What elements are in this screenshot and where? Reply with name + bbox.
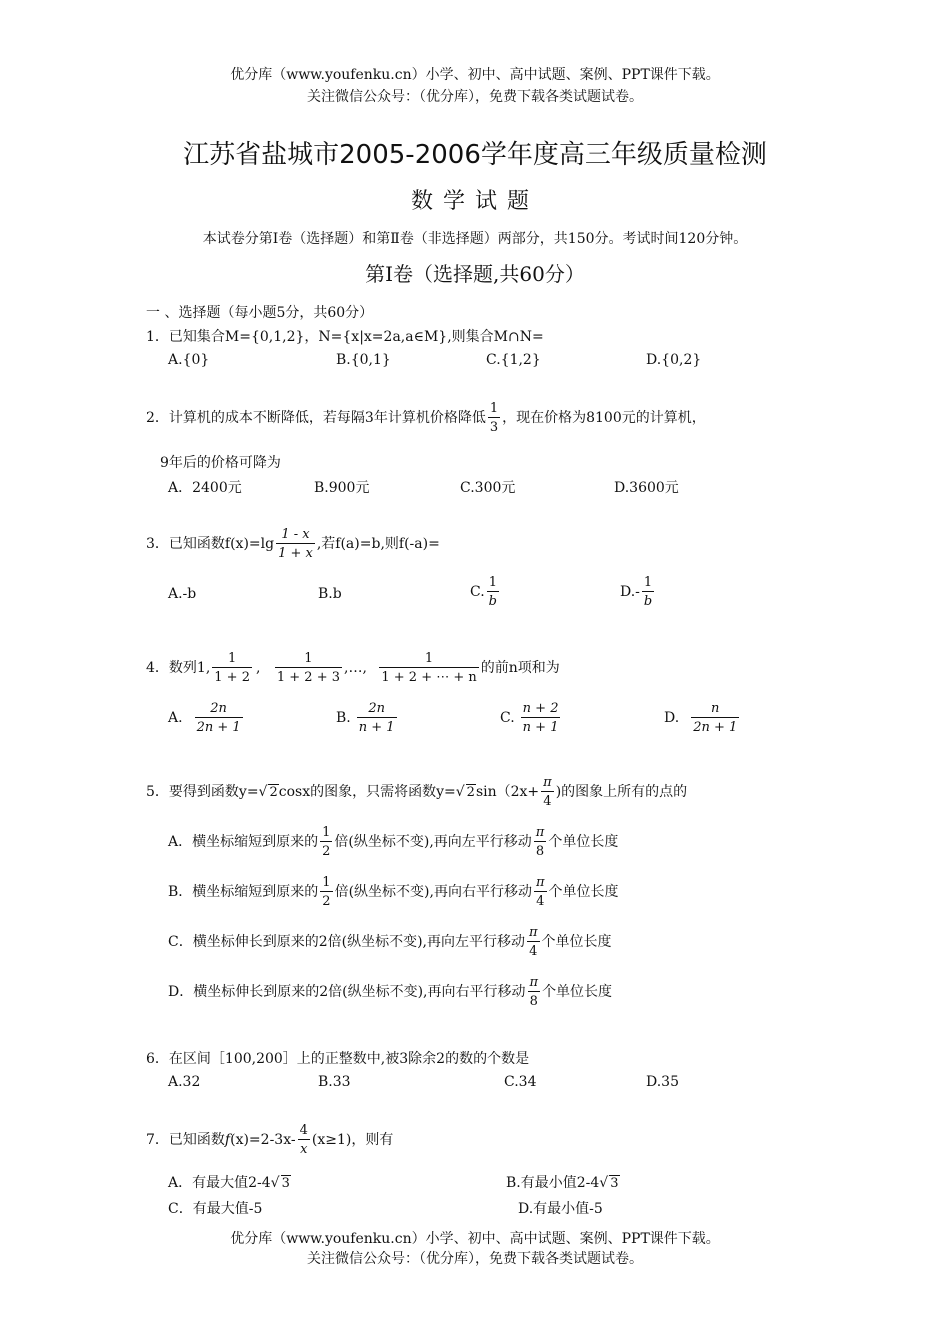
q7-option-d: D.有最小值-5 <box>518 1201 603 1217</box>
q7-option-a: A．有最大值2-4√ 3 <box>168 1175 290 1191</box>
q3-option-a: A.-b <box>168 586 197 602</box>
section-title: 一 、选择题（每小题5分，共60分） <box>146 305 374 321</box>
q3-stem: 3．已知函数f(x)=lg $\frac{1 - x}{1 + x}$ ,若f(a)=b,则f(-a)= <box>146 527 440 561</box>
q5-option-c: C．横坐标伸长到原来的2倍(纵坐标不变),再向左平行移动 $\frac{\pi}{4}$ 个单位长度 <box>168 925 612 959</box>
q4-option-d: D. $\frac{n}{2n + 1}$ <box>664 701 738 735</box>
q4-option-a: A. $\frac{2n}{2n + 1}$ <box>168 701 241 735</box>
footer-line-1: 优分库（www.youfenku.cn）小学、初中、高中试题、案例、PPT课件下载。 <box>230 1231 720 1247</box>
footer-line-2: 关注微信公众号：（优分库），免费下载各类试题试卷。 <box>307 1251 643 1267</box>
q2-option-a: A．2400元 <box>168 480 242 496</box>
q5-option-b: B．横坐标缩短到原来的 $\frac{1}{2}$ 倍(纵坐标不变),再向右平行移动 $\frac{\pi}{4}$ 个单位长度 <box>168 875 619 909</box>
header-line-1: 优分库（www.youfenku.cn）小学、初中、高中试题、案例、PPT课件下载。 <box>230 67 720 83</box>
exam-title: 江苏省盐城市2005-2006学年度高三年级质量检测 <box>183 140 767 170</box>
q1-stem: 1．已知集合M={0,1,2}，N={x|x=2a,a∈M},则集合M∩N= <box>146 329 544 345</box>
q7-option-b: B.有最小值2-4√ 3 <box>506 1175 619 1191</box>
q3-option-c: C. $\frac{1}{b}$ <box>470 575 497 609</box>
q6-option-a: A.32 <box>168 1074 201 1090</box>
q7-option-c: C．有最大值-5 <box>168 1201 263 1217</box>
q1-option-a: A.{0} <box>168 352 210 368</box>
q1-option-c: C.{1,2} <box>486 352 541 368</box>
q4-stem: 4．数列1, $\frac{1}{1 + 2}$ , $\frac{1}{1 + 2 + 3}$ ,…, $\frac{1}{1 + 2 + \cdots + n}$ 的前n项和为 <box>146 651 560 685</box>
q1-option-d: D.{0,2} <box>646 352 702 368</box>
q5-option-d: D．横坐标伸长到原来的2倍(纵坐标不变),再向右平行移动 $\frac{\pi}{8}$ 个单位长度 <box>168 975 613 1009</box>
q4-option-c: C. $\frac{n + 2}{n + 1}$ <box>500 701 559 735</box>
q6-option-b: B.33 <box>318 1074 351 1090</box>
q4-option-b: B. $\frac{2n}{n + 1}$ <box>336 701 395 735</box>
q2-fraction: $\frac{1}{3}$ <box>489 401 499 435</box>
q3-option-b: B.b <box>318 586 342 602</box>
q5-option-a: A．横坐标缩短到原来的 $\frac{1}{2}$ 倍(纵坐标不变),再向左平行移动 $\frac{\pi}{8}$ 个单位长度 <box>168 825 619 859</box>
q2-option-d: D.3600元 <box>614 480 679 496</box>
exam-intro: 本试卷分第Ⅰ卷（选择题）和第Ⅱ卷（非选择题）两部分，共150分。考试时间120分钟。 <box>202 231 748 247</box>
q6-option-c: C.34 <box>504 1074 537 1090</box>
exam-subtitle: 数学试题 <box>410 189 539 214</box>
q2-option-c: C.300元 <box>460 480 516 496</box>
q2-stem: 2．计算机的成本不断降低，若每隔3年计算机价格降低 $\frac{1}{3}$ ，现在价格为8100元的计算机， <box>146 401 706 435</box>
q3-fraction: $\frac{1 - x}{1 + x}$ <box>278 527 313 561</box>
q3-option-d: D.- $\frac{1}{b}$ <box>620 575 653 609</box>
q1-option-b: B.{0,1} <box>336 352 391 368</box>
q2-stem-continued: 9年后的价格可降为 <box>160 455 281 471</box>
header-line-2: 关注微信公众号：（优分库），免费下载各类试题试卷。 <box>307 89 643 105</box>
q2-option-b: B.900元 <box>314 480 370 496</box>
q5-stem: 5．要得到函数y=√ 2cosx的图象，只需将函数y=√ 2sin（2x+ $\frac{\pi}{4}$ )的图象上所有的点的 <box>146 775 688 809</box>
part-title: 第Ⅰ卷（选择题,共60分） <box>365 262 585 286</box>
q7-stem: 7．已知函数f(x)=2-3x- $\frac{4}{x}$ (x≥1)，则有 <box>146 1123 394 1157</box>
q6-option-d: D.35 <box>646 1074 679 1090</box>
q6-stem: 6．在区间［100,200］上的正整数中,被3除余2的数的个数是 <box>146 1051 530 1067</box>
